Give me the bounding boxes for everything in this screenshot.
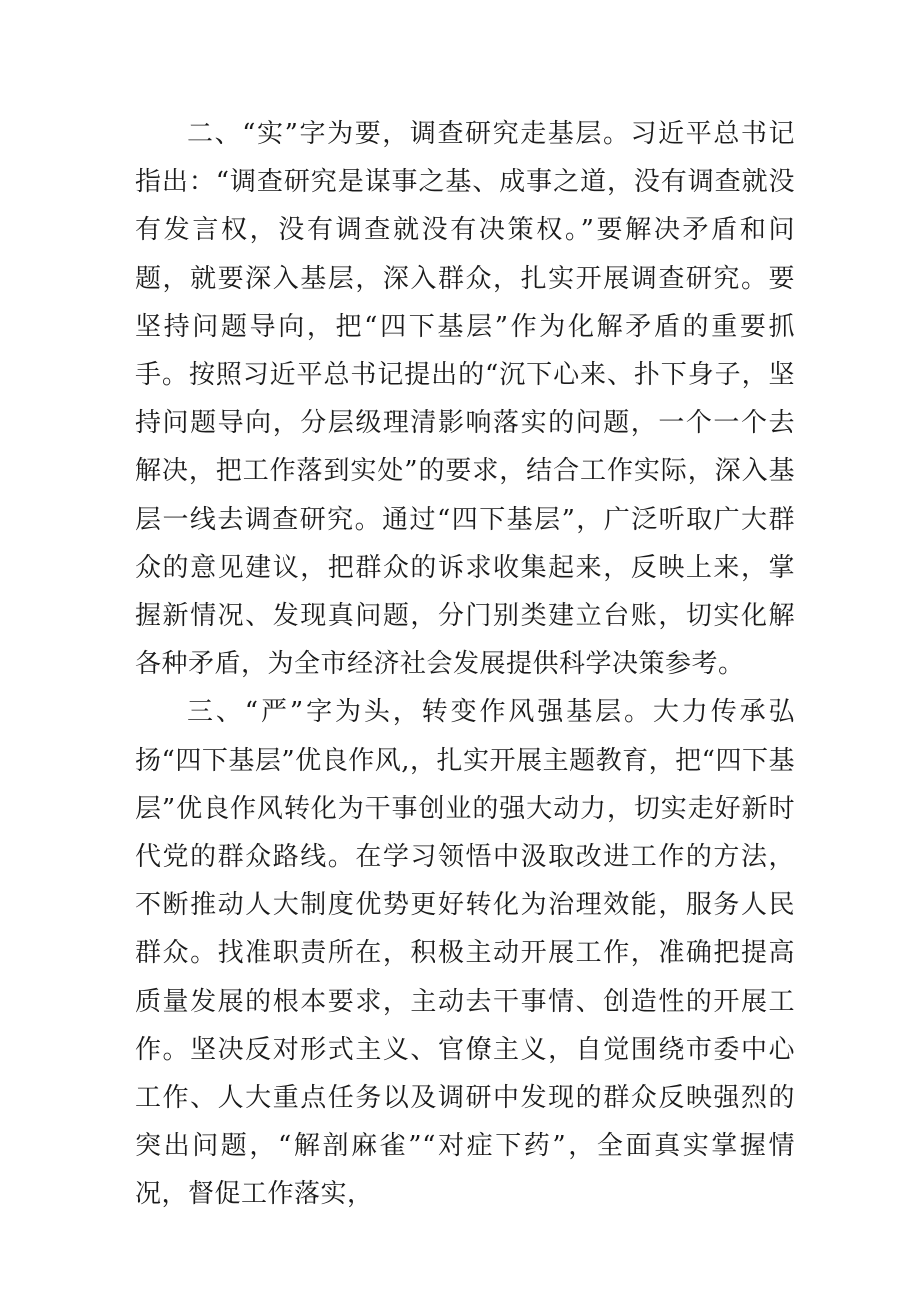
document-body xyxy=(135,110,795,1219)
paragraph-work-style: 三、“严”字为头，转变作风强基层。大力传承弘扬“四下基层”优良作风,，扎实开展主题教育，把“四下基层”优良作风转化为干事创业的强大动力，切实走好新时代党的群众路线。在学习领悟中汲取改进工作的方法，不断推动人大制度优势更好转化为治理效能，服务人民群众。找准职责所在，积极主动开展工作，准确把提高质量发展的根本要求，主动去干事情、创造性的开展工作。坚决反对形式主义、官僚主义，自觉围绕市委中心工作、人大重点任务以及调研中发现的群众反映强烈的突出问题，“解剖麻雀”“对症下药”，全面真实掌握情况，督促工作落实， xyxy=(135,697,795,1210)
paragraph-investigation: 二、“实”字为要，调查研究走基层。习近平总书记指出：“调查研究是谋事之基、成事之道，没有调查就没有发言权，没有调查就没有决策权。”要解决矛盾和问题，就要深入基层，深入群众，扎实开展调查研究。要坚持问题导向，把“四下基层”作为化解矛盾的重要抓手。按照习近平总书记提出的“沉下心来、扑下身子，坚持问题导向，分层级理清影响落实的问题，一个一个去解决，把工作落到实处”的要求，结合工作实际，深入基层一线去调查研究。通过“四下基层”，广泛听取广大群众的意见建议，把群众的诉求收集起来，反映上来，掌握新情况、发现真问题，分门别类建立台账，切实化解各种矛盾，为全市经济社会发展提供科学决策参考。 xyxy=(135,119,795,680)
